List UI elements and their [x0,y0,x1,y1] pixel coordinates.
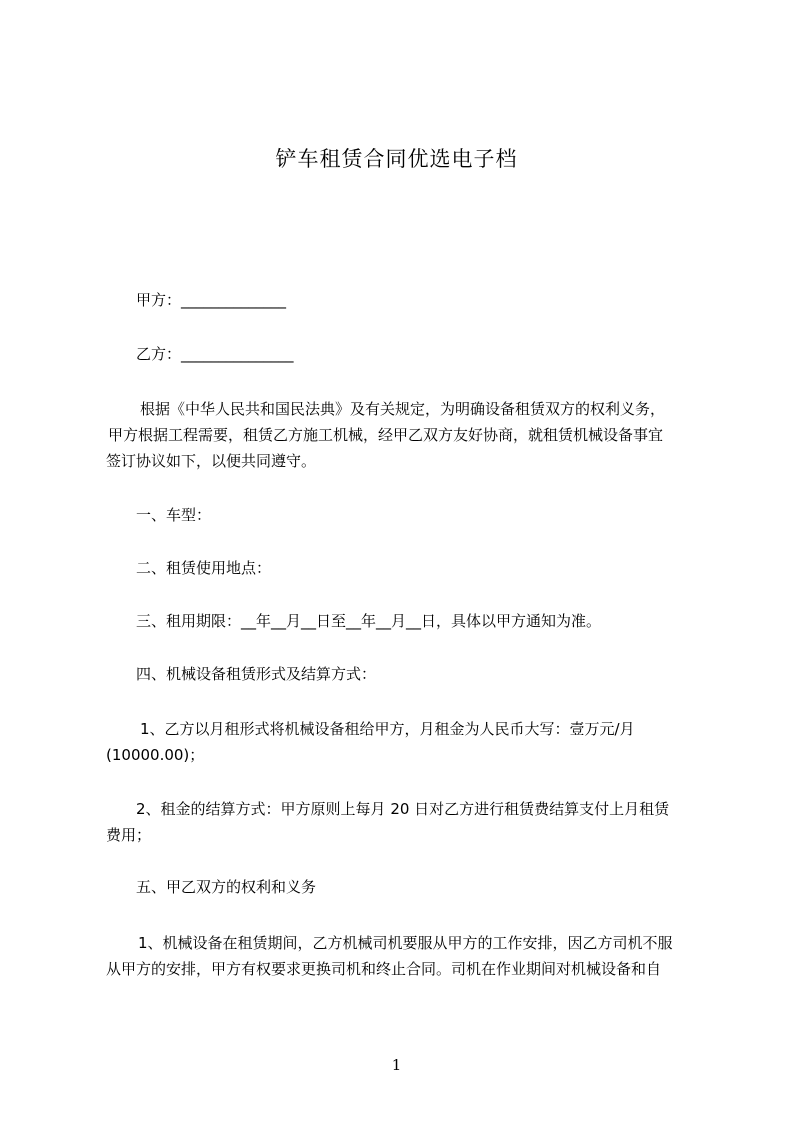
section-5-item-1-line-1: 1、机械设备在租赁期间，乙方机械司机要服从甲方的工作安排，因乙方司机不服 [138,934,673,952]
section-5-heading: 五、甲乙双方的权利和义务 [136,878,317,896]
intro-line-1: 根据《中华人民共和国民法典》及有关规定，为明确设备租赁双方的权利义务， [140,400,666,418]
section-4-item-2-line-1: 2、租金的结算方式：甲方原则上每月 20 日对乙方进行租赁费结算支付上月租赁 [136,800,670,818]
intro-paragraph [106,396,706,474]
section-2-location: 二、租赁使用地点： [136,559,272,577]
intro-line-3: 签订协议如下，以便共同遵守。 [106,452,317,470]
party-a-line: 甲方：______________ [136,291,287,309]
section-4-item-2 [106,796,706,848]
party-b-line: 乙方：_______________ [136,345,294,363]
intro-line-2: 甲方根据工程需要，租赁乙方施工机械，经甲乙双方友好协商，就租赁机械设备事宜 [108,426,664,444]
section-3-term: 三、租用期限：__年__月__日至__年__月__日，具体以甲方通知为准。 [136,612,602,630]
section-4-heading: 四、机械设备租赁形式及结算方式： [136,665,377,683]
section-4-item-2-line-2: 费用； [106,826,152,844]
section-1-vehicle-type: 一、车型： [136,506,212,524]
document-title: 铲车租赁合同优选电子档 [275,147,518,171]
section-4-item-1-line-2: (10000.00)； [106,746,205,764]
section-5-item-1 [106,930,706,982]
section-5-item-1-line-2: 从甲方的安排，甲方有权要求更换司机和终止合同。司机在作业期间对机械设备和自 [106,960,662,978]
section-4-item-1 [106,716,706,768]
page-number: 1 [391,1056,402,1074]
section-4-item-1-line-1: 1、乙方以月租形式将机械设备租给甲方，月租金为人民币大写：壹万元/月 [140,720,635,738]
